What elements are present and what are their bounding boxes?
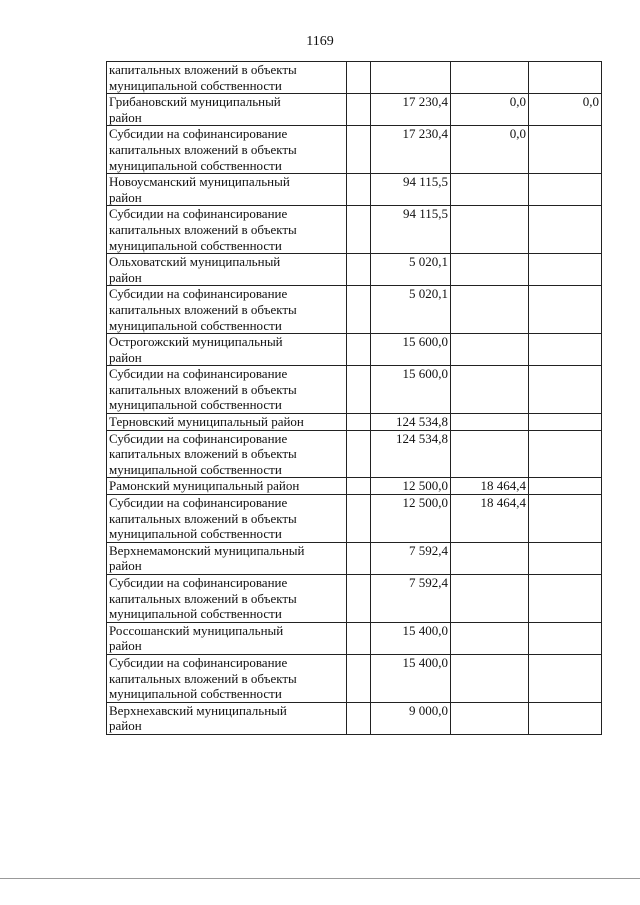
row-name-cell: Субсидии на софинансирование капитальных вложений в объекты муниципальной собственности [107,575,347,623]
row-value-1-cell: 17 230,4 [371,94,451,126]
row-value-2-cell [451,174,529,206]
row-code-cell [347,206,371,254]
table-row [107,366,602,414]
row-name-cell: Субсидии на софинансирование капитальных вложений в объекты муниципальной собственности [107,366,347,414]
row-value-3-cell [529,62,602,94]
row-value-2-cell [451,542,529,574]
row-value-3-cell [529,366,602,414]
table-row [107,334,602,366]
row-code-cell [347,334,371,366]
row-value-2-cell [451,366,529,414]
row-code-cell [347,366,371,414]
table-row [107,478,602,495]
row-code-cell [347,478,371,495]
row-value-3-cell [529,206,602,254]
row-name-cell: Субсидии на софинансирование капитальных вложений в объекты муниципальной собственности [107,495,347,543]
table-row [107,206,602,254]
row-value-3-cell [529,414,602,431]
row-value-2-cell: 0,0 [451,94,529,126]
row-value-1-cell: 94 115,5 [371,174,451,206]
table-row [107,414,602,431]
row-code-cell [347,430,371,478]
row-value-1-cell [371,62,451,94]
row-value-1-cell: 7 592,4 [371,575,451,623]
row-value-2-cell [451,622,529,654]
row-code-cell [347,126,371,174]
table-row [107,126,602,174]
row-value-2-cell [451,575,529,623]
row-name-cell: Субсидии на софинансирование капитальных вложений в объекты муниципальной собственности [107,654,347,702]
row-name-cell: Субсидии на софинансирование капитальных вложений в объекты муниципальной собственности [107,286,347,334]
row-value-3-cell [529,575,602,623]
row-code-cell [347,542,371,574]
row-code-cell [347,174,371,206]
row-value-3-cell [529,622,602,654]
page-bottom-rule [0,878,640,879]
row-name-cell: Рамонский муниципальный район [107,478,347,495]
row-value-1-cell: 15 600,0 [371,366,451,414]
row-value-2-cell: 18 464,4 [451,478,529,495]
row-value-3-cell [529,654,602,702]
row-value-2-cell [451,206,529,254]
table-row [107,174,602,206]
budget-table [106,61,602,735]
row-name-cell: Ольховатский муниципальный район [107,254,347,286]
row-value-2-cell [451,430,529,478]
table-row [107,495,602,543]
table-row [107,254,602,286]
row-code-cell [347,286,371,334]
row-value-3-cell: 0,0 [529,94,602,126]
row-name-cell: Субсидии на софинансирование капитальных вложений в объекты муниципальной собственности [107,206,347,254]
row-value-1-cell: 5 020,1 [371,286,451,334]
row-value-2-cell [451,654,529,702]
row-value-1-cell: 17 230,4 [371,126,451,174]
row-value-1-cell: 15 400,0 [371,622,451,654]
row-value-3-cell [529,174,602,206]
row-value-3-cell [529,495,602,543]
table-row [107,654,602,702]
row-name-cell: Терновский муниципальный район [107,414,347,431]
row-code-cell [347,94,371,126]
row-value-3-cell [529,334,602,366]
row-value-1-cell: 9 000,0 [371,702,451,734]
row-value-2-cell: 18 464,4 [451,495,529,543]
row-value-2-cell [451,62,529,94]
table-row [107,622,602,654]
table-row [107,542,602,574]
table-row [107,286,602,334]
table-row [107,94,602,126]
row-name-cell: Грибановский муниципальный район [107,94,347,126]
row-value-1-cell: 12 500,0 [371,495,451,543]
row-name-cell: Субсидии на софинансирование капитальных вложений в объекты муниципальной собственности [107,430,347,478]
row-code-cell [347,702,371,734]
row-value-3-cell [529,478,602,495]
page-number: 1169 [306,34,334,49]
row-name-cell: Верхнехавский муниципальный район [107,702,347,734]
row-value-2-cell [451,254,529,286]
row-name-cell: капитальных вложений в объекты муниципальной собственности [107,62,347,94]
row-value-2-cell [451,414,529,431]
table-body [107,62,602,735]
row-code-cell [347,575,371,623]
row-value-1-cell: 15 600,0 [371,334,451,366]
row-name-cell: Новоусманский муниципальный район [107,174,347,206]
row-name-cell: Субсидии на софинансирование капитальных вложений в объекты муниципальной собственности [107,126,347,174]
row-value-2-cell [451,286,529,334]
row-code-cell [347,654,371,702]
row-value-1-cell: 12 500,0 [371,478,451,495]
row-code-cell [347,62,371,94]
table-row [107,702,602,734]
row-value-2-cell [451,334,529,366]
row-value-1-cell: 5 020,1 [371,254,451,286]
row-value-3-cell [529,702,602,734]
row-value-3-cell [529,542,602,574]
row-value-1-cell: 7 592,4 [371,542,451,574]
row-code-cell [347,414,371,431]
row-code-cell [347,622,371,654]
row-value-1-cell: 94 115,5 [371,206,451,254]
row-code-cell [347,495,371,543]
row-value-1-cell: 15 400,0 [371,654,451,702]
row-value-3-cell [529,254,602,286]
table-row [107,430,602,478]
row-code-cell [347,254,371,286]
row-value-3-cell [529,286,602,334]
table-row [107,62,602,94]
row-name-cell: Верхнемамонский муниципальный район [107,542,347,574]
row-value-3-cell [529,126,602,174]
row-name-cell: Острогожский муниципальный район [107,334,347,366]
table-row [107,575,602,623]
row-value-1-cell: 124 534,8 [371,430,451,478]
row-name-cell: Россошанский муниципальный район [107,622,347,654]
row-value-1-cell: 124 534,8 [371,414,451,431]
row-value-2-cell: 0,0 [451,126,529,174]
row-value-2-cell [451,702,529,734]
row-value-3-cell [529,430,602,478]
